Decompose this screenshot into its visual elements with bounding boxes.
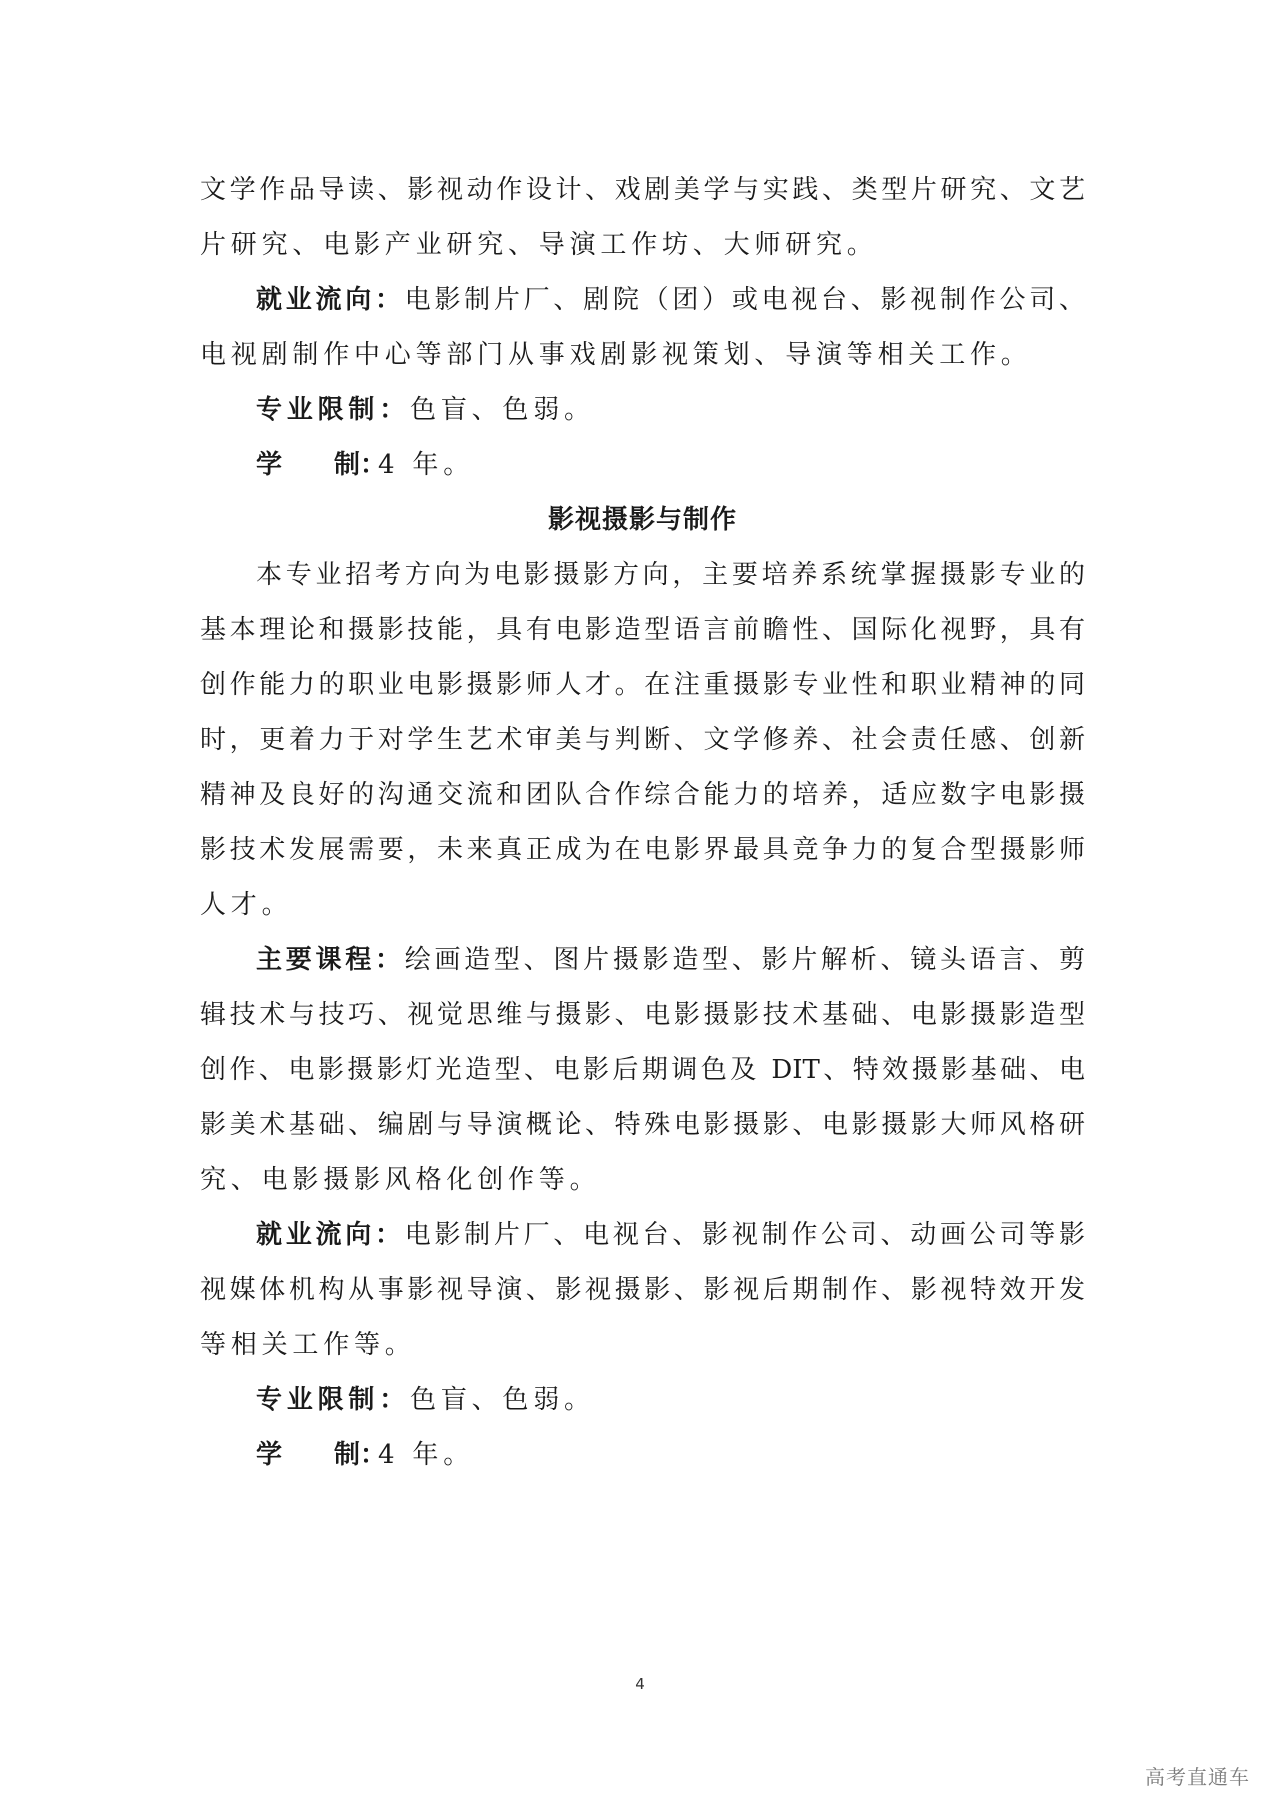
document-body [200, 163, 1085, 1483]
restriction-value: 色盲、色弱。 [410, 395, 595, 425]
intro-line: 时，更着力于对学生艺术审美与判断、文学修养、社会责任感、创新 [200, 725, 1085, 755]
courses-paragraph [200, 933, 1085, 988]
page-number: 4 [635, 1675, 645, 1693]
intro-line: 本专业招考方向为电影摄影方向，主要培养系统掌握摄影专业的 [256, 560, 1085, 590]
intro-line: 人才。 [200, 890, 293, 920]
courses-line: 辑技术与技巧、视觉思维与摄影、电影摄影技术基础、电影摄影造型 [200, 1000, 1085, 1030]
duration-value: 4 年。 [378, 450, 475, 480]
body-line: 片研究、电影产业研究、导演工作坊、大师研究。 [200, 230, 878, 260]
restriction-value: 色盲、色弱。 [410, 1385, 595, 1415]
courses-line: 创作、电影摄影灯光造型、电影后期调色及 DIT、特效摄影基础、电 [200, 1055, 1085, 1085]
employment-text: 电影制片厂、剧院（团）或电视台、影视制作公司、 [404, 285, 1085, 315]
body-line: 电视剧制作中心等部门从事戏剧影视策划、导演等相关工作。 [200, 340, 1032, 370]
watermark: 高考直通车 [1145, 1765, 1250, 1789]
employment-paragraph-2 [200, 1208, 1085, 1263]
body-line: 文学作品导读、影视动作设计、戏剧美学与实践、类型片研究、文艺 [200, 175, 1085, 205]
employment-label: 就业流向： [256, 285, 405, 315]
courses-label: 主要课程： [256, 945, 405, 975]
courses-text: 绘画造型、图片摄影造型、影片解析、镜头语言、剪 [404, 945, 1085, 975]
intro-line: 基本理论和摄影技能，具有电影造型语言前瞻性、国际化视野，具有 [200, 615, 1085, 645]
restriction-label: 专业限制： [256, 1385, 411, 1415]
employment-line: 等相关工作等。 [200, 1330, 416, 1360]
section-heading: 影视摄影与制作 [547, 505, 737, 535]
intro-line: 精神及良好的沟通交流和团队合作综合能力的培养，适应数字电影摄 [200, 780, 1085, 810]
restriction-line-2 [200, 1373, 1085, 1428]
intro-line: 影技术发展需要，未来真正成为在电影界最具竞争力的复合型摄影师 [200, 835, 1085, 865]
duration-label: 学 制： [256, 1440, 387, 1470]
duration-label: 学 制： [256, 450, 387, 480]
duration-line-1 [200, 438, 1085, 493]
employment-paragraph-1 [200, 273, 1085, 328]
employment-label: 就业流向： [256, 1220, 405, 1250]
restriction-label: 专业限制： [256, 395, 411, 425]
duration-line-2 [200, 1428, 1085, 1483]
employment-line: 视媒体机构从事影视导演、影视摄影、影视后期制作、影视特效开发 [200, 1275, 1085, 1305]
duration-value: 4 年。 [378, 1440, 475, 1470]
courses-line: 究、电影摄影风格化创作等。 [200, 1165, 601, 1195]
employment-text: 电影制片厂、电视台、影视制作公司、动画公司等影 [404, 1220, 1085, 1250]
intro-line: 创作能力的职业电影摄影师人才。在注重摄影专业性和职业精神的同 [200, 670, 1085, 700]
courses-line: 影美术基础、编剧与导演概论、特殊电影摄影、电影摄影大师风格研 [200, 1110, 1085, 1140]
restriction-line-1 [200, 383, 1085, 438]
